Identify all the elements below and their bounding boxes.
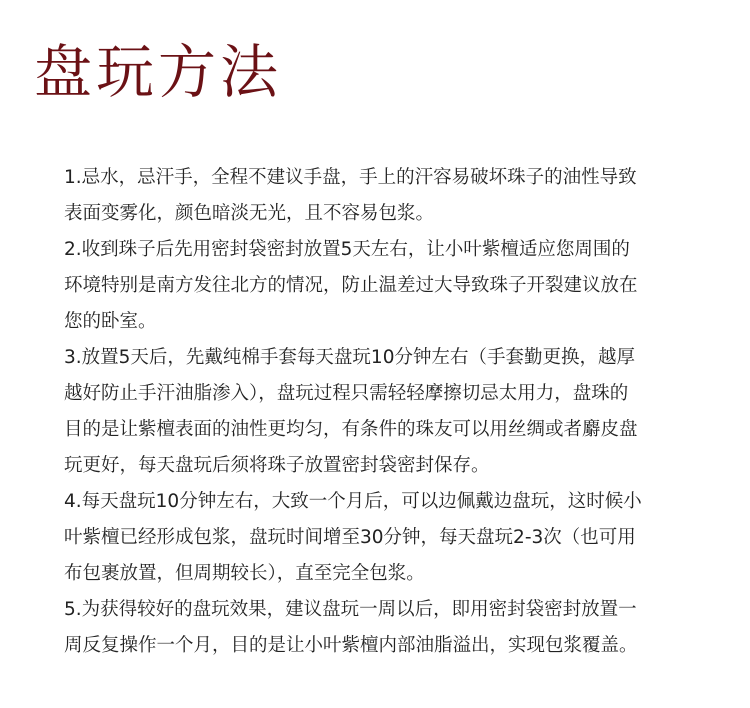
instruction-line: 布包裹放置，但周期较长），直至完全包浆。 — [64, 563, 425, 584]
instruction-line: 4.每天盘玩10分钟左右，大致一个月后，可以边佩戴边盘玩，这时候小 — [64, 491, 642, 512]
instruction-item-4 — [64, 484, 680, 592]
instruction-line: 越好防止手汗油脂渗入），盘玩过程只需轻轻摩擦切忌太用力，盘珠的 — [64, 383, 629, 404]
instruction-item-1 — [64, 160, 680, 232]
instruction-line: 1.忌水，忌汗手，全程不建议手盘，手上的汗容易破坏珠子的油性导致 — [64, 167, 637, 188]
instruction-line: 叶紫檀已经形成包浆，盘玩时间增至30分钟，每天盘玩2-3次（也可用 — [64, 527, 636, 548]
instruction-item-2 — [64, 232, 680, 340]
instruction-item-5 — [64, 592, 680, 664]
instructions-body — [64, 160, 680, 664]
instruction-line: 您的卧室。 — [64, 311, 157, 332]
instruction-line: 目的是让紫檀表面的油性更均匀，有条件的珠友可以用丝绸或者麝皮盘 — [64, 419, 638, 440]
page-title: 盘玩方法 — [34, 38, 283, 106]
instruction-line: 周反复操作一个月，目的是让小叶紫檀内部油脂溢出，实现包浆覆盖。 — [64, 635, 638, 656]
instruction-item-3 — [64, 340, 680, 484]
instruction-line: 环境特别是南方发往北方的情况，防止温差过大导致珠子开裂建议放在 — [64, 275, 638, 296]
instruction-line: 3.放置5天后，先戴纯棉手套每天盘玩10分钟左右（手套勤更换，越厚 — [64, 347, 635, 368]
instruction-line: 玩更好，每天盘玩后须将珠子放置密封袋密封保存。 — [64, 455, 490, 476]
instruction-line: 2.收到珠子后先用密封袋密封放置5天左右，让小叶紫檀适应您周围的 — [64, 239, 630, 260]
instruction-line: 5.为获得较好的盘玩效果，建议盘玩一周以后，即用密封袋密封放置一 — [64, 599, 637, 620]
instruction-line: 表面变雾化，颜色暗淡无光，且不容易包浆。 — [64, 203, 435, 224]
